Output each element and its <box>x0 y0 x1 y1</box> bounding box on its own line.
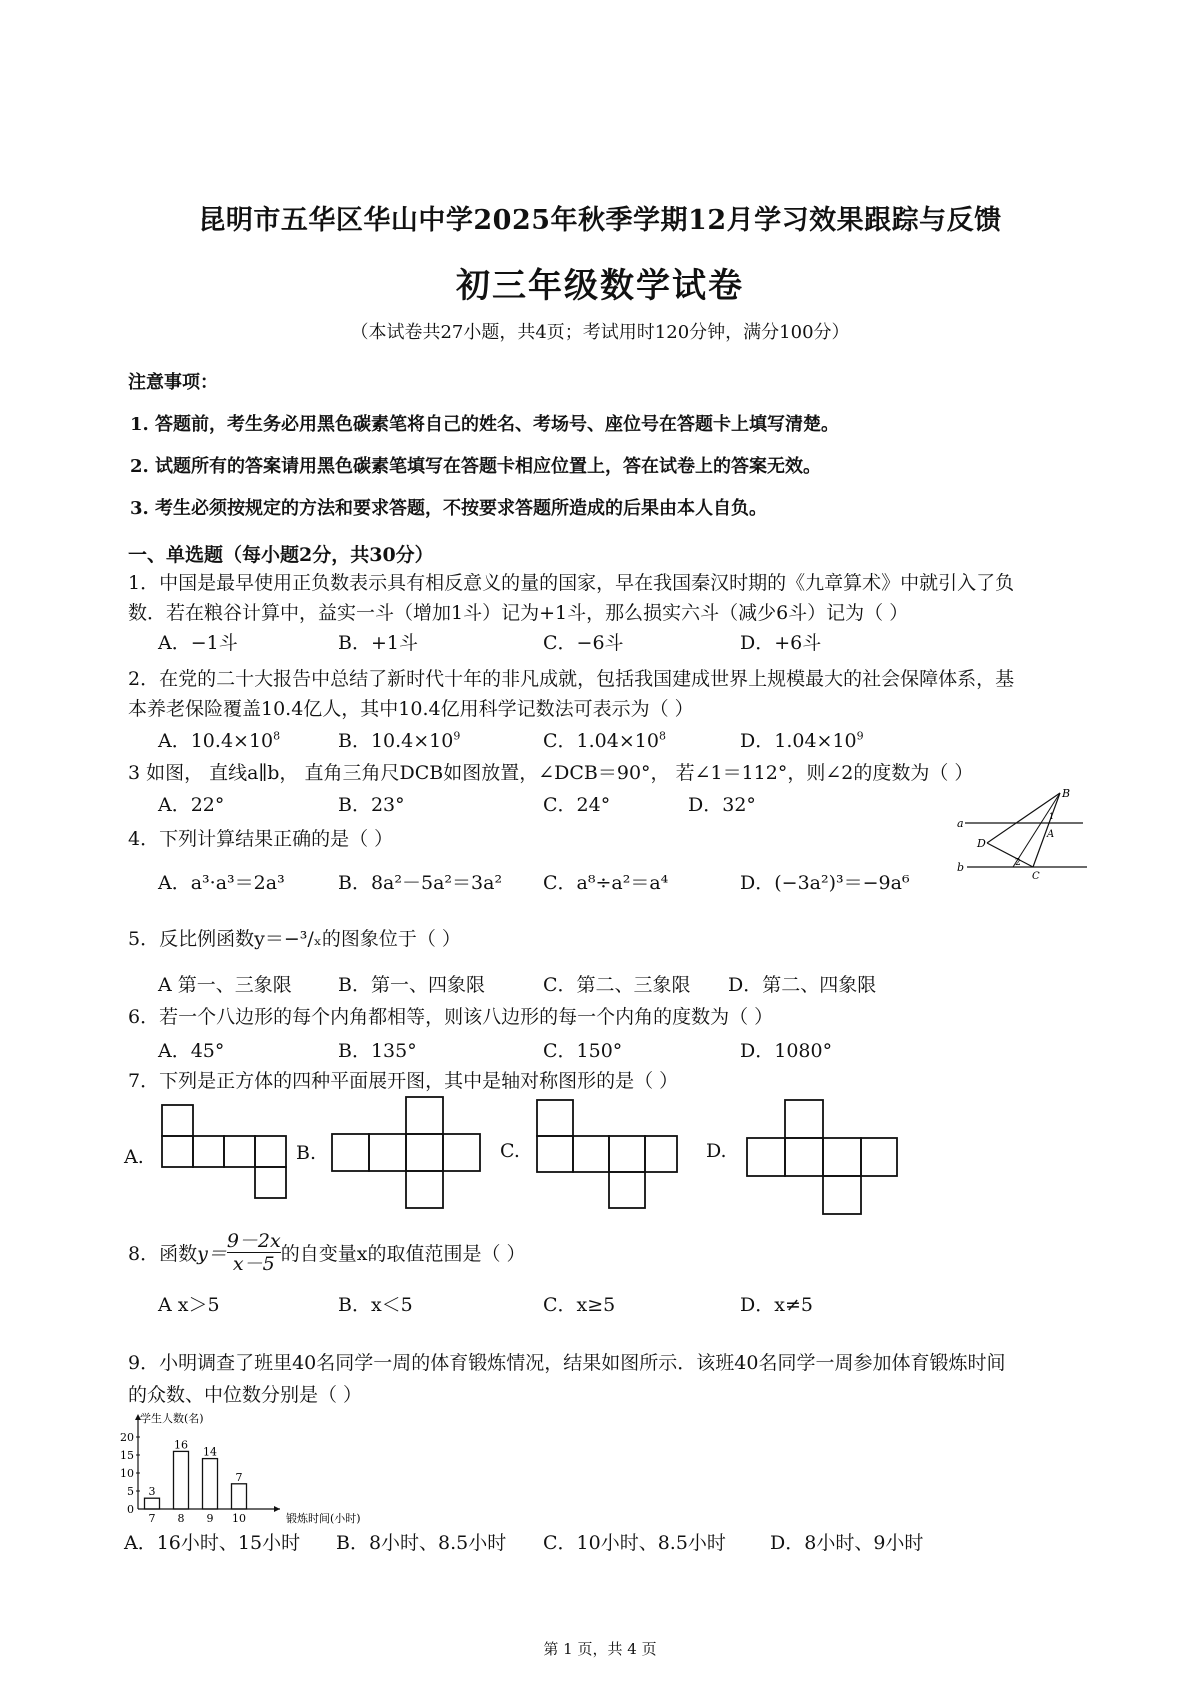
chart-xtick-label: 9 <box>206 1512 214 1525</box>
chart-ylabel: 学生人数(名) <box>140 1412 204 1425</box>
q6-text: 6．若一个八边形的每个内角都相等，则该八边形的每一个内角的度数为（ ） <box>128 1006 774 1028</box>
q9-bar-chart <box>118 1410 398 1535</box>
cube-net-c <box>535 1098 680 1213</box>
q3-geometry-figure <box>955 785 1100 880</box>
label-b: b <box>957 861 965 874</box>
q2-option-d: D．$1.04\times 10^9$ <box>740 729 864 752</box>
chart-xlabel: 锻炼时间(小时) <box>286 1512 361 1525</box>
q6-option-a: A．45° <box>158 1040 225 1062</box>
q8-option-a: A x＞5 <box>158 1294 220 1316</box>
notice-item-2: 2. 试题所有的答案请用黑色碳素笔填写在答题卡相应位置上，答在试卷上的答案无效。 <box>130 456 822 477</box>
q8-option-d: D．x≠5 <box>740 1294 813 1316</box>
q1-option-c: C．−6斗 <box>543 632 624 654</box>
label-B: B <box>1062 787 1071 800</box>
chart-bar <box>174 1451 189 1509</box>
label-angle-1: 1 <box>1049 812 1055 821</box>
chart-ytick-label: 20 <box>120 1431 134 1444</box>
q3-option-a: A．22° <box>158 794 225 816</box>
chart-ytick-label: 10 <box>120 1467 134 1480</box>
q7-option-b: B. <box>296 1142 317 1164</box>
q2-option-a: A．$10.4\times 10^8$ <box>158 729 281 752</box>
chart-data-label: 7 <box>235 1470 243 1484</box>
q5-option-c: C．第二、三象限 <box>543 974 691 996</box>
chart-ytick-label: 0 <box>127 1503 134 1516</box>
q7-text: 7．下列是正方体的四种平面展开图，其中是轴对称图形的是（ ） <box>128 1070 679 1092</box>
q4-option-b: B．8a²－5a²＝3a² <box>338 872 503 894</box>
q9-option-b: B．8小时、8.5小时 <box>336 1532 507 1554</box>
q7-option-d: D. <box>706 1140 727 1162</box>
q8-fraction: $\frac{9-2x}{x-5}$ <box>226 1230 281 1275</box>
q1-line2: 数．若在粮谷计算中，益实一斗（增加1斗）记为+1斗，那么损实六斗（减少6斗）记为（ ） <box>128 602 909 624</box>
chart-bar <box>232 1484 247 1509</box>
exam-info: （本试卷共27小题，共4页；考试用时120分钟，满分100分） <box>350 322 850 343</box>
q4-option-c: C．a⁸÷a²＝a⁴ <box>543 872 669 894</box>
notice-item-1: 1. 答题前，考生务必用黑色碳素笔将自己的姓名、考场号、座位号在答题卡上填写清楚。 <box>130 414 840 435</box>
notice-item-3: 3. 考生必须按规定的方法和要求答题，不按要求答题所造成的后果由本人自负。 <box>130 498 768 519</box>
section-heading: 一、单选题（每小题2分，共30分） <box>128 544 434 566</box>
chart-data-label: 14 <box>203 1445 217 1459</box>
q5-option-a: A 第一、三象限 <box>158 974 292 996</box>
chart-bar <box>145 1498 160 1509</box>
q4-option-a: A．a³·a³＝2a³ <box>158 872 285 894</box>
chart-xtick-label: 7 <box>148 1512 156 1525</box>
chart-bar <box>203 1459 218 1509</box>
exam-title: 昆明市五华区华山中学2025年秋季学期12月学习效果跟踪与反馈 <box>198 205 1002 236</box>
q2-option-b: B．$10.4\times 10^9$ <box>338 729 461 752</box>
page-footer: 第 1 页，共 4 页 <box>543 1640 657 1658</box>
q9-line1: 9．小明调查了班里40名同学一周的体育锻炼情况，结果如图所示．该班40名同学一周参加体育锻炼时间 <box>128 1352 1006 1374</box>
q4-text: 4．下列计算结果正确的是（ ） <box>128 828 394 850</box>
q5-option-d: D．第二、四象限 <box>728 974 877 996</box>
chart-x-arrow <box>274 1506 280 1512</box>
q8-text: 8．函数 y＝ $\frac{9-2x}{x-5}$ 的自变量x的取值范围是（ ） <box>128 1230 526 1275</box>
chart-ytick-label: 15 <box>120 1449 134 1462</box>
label-a: a <box>957 817 964 830</box>
q1-option-d: D．+6斗 <box>740 632 822 654</box>
q8-option-b: B．x＜5 <box>338 1294 413 1316</box>
notice-heading: 注意事项： <box>128 372 218 393</box>
q5-text: 5．反比例函数y＝−³/ₓ的图象位于（ ） <box>128 928 461 950</box>
cube-net-d <box>745 1098 900 1216</box>
q1-option-a: A．−1斗 <box>158 632 238 654</box>
label-angle-2: 2 <box>1015 858 1021 868</box>
q9-option-d: D．8小时、9小时 <box>770 1532 924 1554</box>
label-C: C <box>1032 871 1040 880</box>
label-D: D <box>977 837 986 850</box>
chart-data-label: 16 <box>174 1438 188 1452</box>
chart-xtick-label: 10 <box>232 1512 246 1525</box>
q3-option-d: D．32° <box>688 794 756 816</box>
q5-option-b: B．第一、四象限 <box>338 974 485 996</box>
q4-option-d: D．(−3a²)³＝−9a⁶ <box>740 872 910 894</box>
q6-option-d: D．1080° <box>740 1040 833 1062</box>
cube-net-a <box>160 1103 300 1203</box>
q3-option-c: C．24° <box>543 794 611 816</box>
q9-line2: 的众数、中位数分别是（ ） <box>128 1384 363 1406</box>
q3-text: 3 如图， 直线a∥b， 直角三角尺DCB如图放置，∠DCB＝90°， 若∠1＝112°，则∠2的度数为（ ） <box>128 762 974 784</box>
label-A: A <box>1047 829 1055 840</box>
chart-data-label: 3 <box>148 1485 156 1499</box>
cube-net-b <box>328 1095 488 1210</box>
q3-option-b: B．23° <box>338 794 405 816</box>
q7-option-c: C. <box>500 1140 520 1162</box>
q2-line2: 本养老保险覆盖10.4亿人，其中10.4亿用科学记数法可表示为（ ） <box>128 698 694 720</box>
q2-line1: 2．在党的二十大报告中总结了新时代十年的非凡成就，包括我国建成世界上规模最大的社会保障体系，基 <box>128 668 1015 690</box>
q9-option-c: C．10小时、8.5小时 <box>543 1532 726 1554</box>
q6-option-c: C．150° <box>543 1040 623 1062</box>
q2-option-c: C．$1.04\times 10^8$ <box>543 729 666 752</box>
chart-ytick-label: 5 <box>127 1485 134 1498</box>
chart-xtick-label: 8 <box>177 1512 185 1525</box>
q7-option-a: A. <box>124 1146 144 1168</box>
q6-option-b: B．135° <box>338 1040 417 1062</box>
q9-option-a: A．16小时、15小时 <box>124 1532 301 1554</box>
q1-option-b: B．+1斗 <box>338 632 418 654</box>
q1-line1: 1．中国是最早使用正负数表示具有相反意义的量的国家，早在我国秦汉时期的《九章算术》中就引入了负 <box>128 572 1015 594</box>
q8-option-c: C．x≥5 <box>543 1294 616 1316</box>
exam-subtitle: 初三年级数学试卷 <box>456 266 744 306</box>
